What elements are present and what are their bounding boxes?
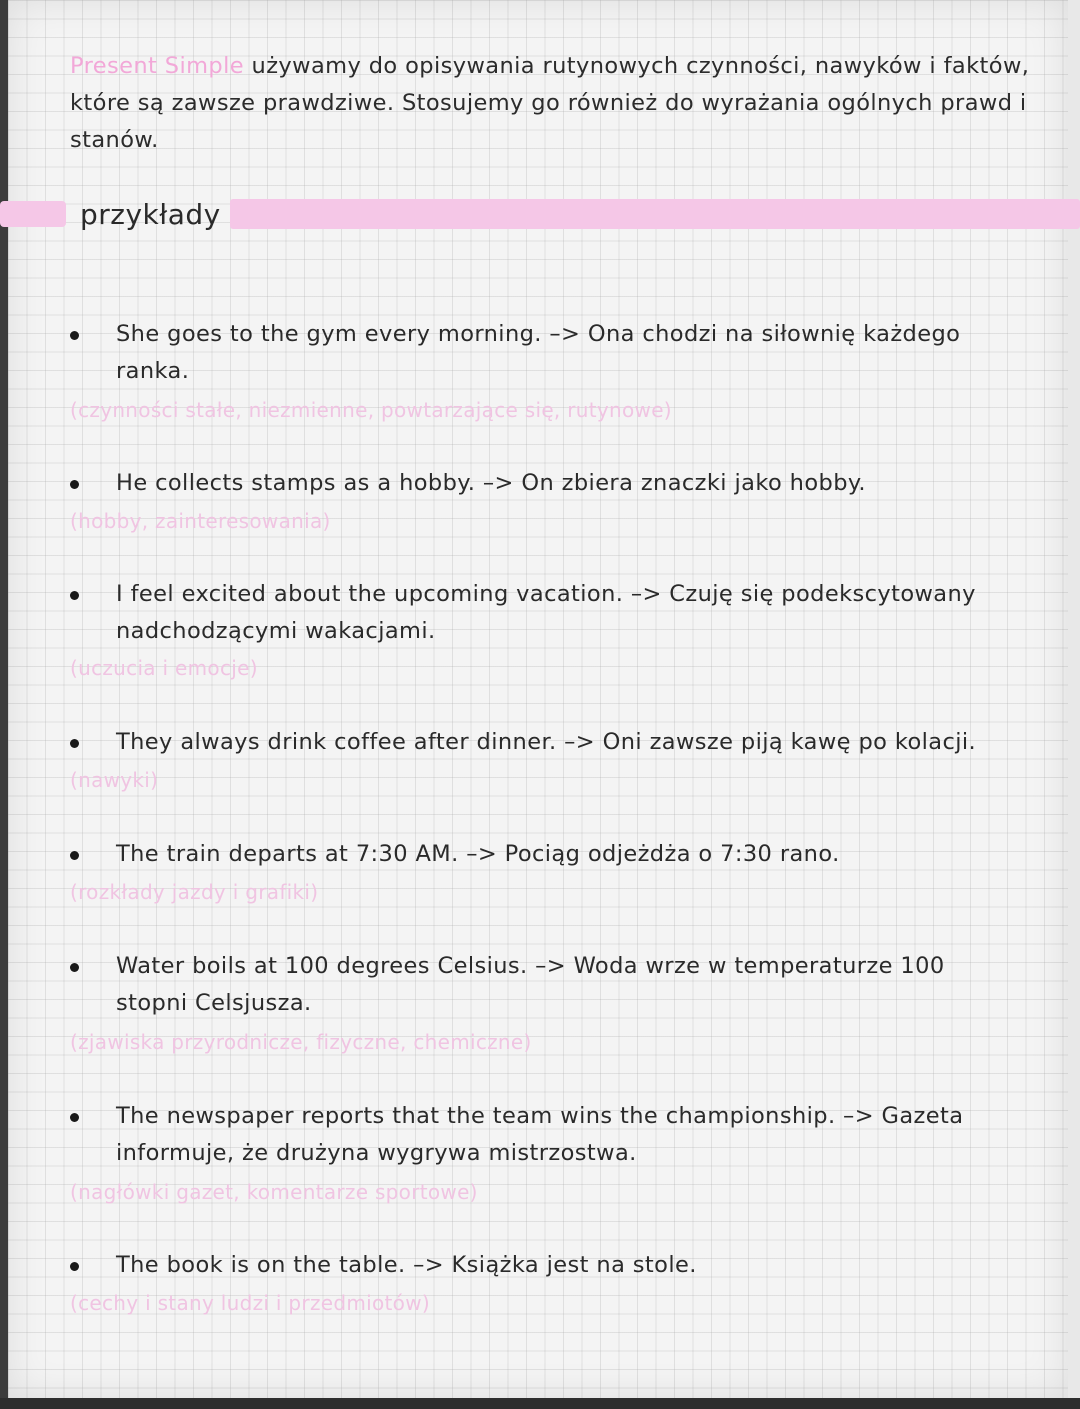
heading-band: [0, 197, 1080, 233]
bullet-icon: [70, 963, 79, 972]
example-text: Water boils at 100 degrees Celsius. –> Woda wrze w temperaturze 100 stopni Celsjusza.: [116, 953, 945, 1016]
section-heading: przykłady: [80, 198, 221, 231]
bullet-icon: [70, 480, 79, 489]
bullet-icon: [70, 851, 79, 860]
example-text: The book is on the table. –> Książka jest na stole.: [116, 1252, 697, 1278]
example-note: (hobby, zainteresowania): [70, 509, 331, 533]
intro-text: używamy do opisywania rutynowych czynności, nawyków i faktów, które są zawsze prawdziwe. Stosujemy go również do wyrażania ogólnych prawd i stanów.: [70, 53, 1030, 153]
bullet-icon: [70, 1113, 79, 1122]
bullet-icon: [70, 1262, 79, 1271]
example-note: (czynności stałe, niezmienne, powtarzające się, rutynowe): [70, 398, 672, 422]
example-text: They always drink coffee after dinner. –> Oni zawsze piją kawę po kolacji.: [116, 729, 977, 755]
example-text: She goes to the gym every morning. –> Ona chodzi na siłownię każdego ranka.: [116, 321, 961, 384]
example-note: (nagłówki gazet, komentarze sportowe): [70, 1180, 478, 1204]
intro-highlight: Present Simple: [70, 53, 244, 79]
bullet-icon: [70, 739, 79, 748]
example-text: He collects stamps as a hobby. –> On zbiera znaczki jako hobby.: [116, 470, 866, 496]
example-note: (nawyki): [70, 768, 159, 792]
example-note: (cechy i stany ludzi i przedmiotów): [70, 1291, 430, 1315]
bullet-icon: [70, 331, 79, 340]
bullet-icon: [70, 591, 79, 600]
example-note: (uczucia i emocje): [70, 656, 258, 680]
bottom-shadow-bar: [0, 1398, 1080, 1409]
example-text: The newspaper reports that the team wins the championship. –> Gazeta informuje, że drużyna wygrywa mistrzostwa.: [116, 1103, 964, 1166]
example-text: I feel excited about the upcoming vacation. –> Czuję się podekscytowany nadchodzącymi wakacjami.: [116, 581, 976, 644]
example-note: (zjawiska przyrodnicze, fizyczne, chemiczne): [70, 1030, 532, 1054]
example-text: The train departs at 7:30 AM. –> Pociąg odjeżdża o 7:30 rano.: [116, 841, 840, 867]
example-note: (rozkłady jazdy i grafiki): [70, 880, 319, 904]
highlight-band-left: [0, 201, 66, 227]
highlight-band-right: [230, 199, 1080, 229]
intro-paragraph: [70, 48, 1055, 159]
